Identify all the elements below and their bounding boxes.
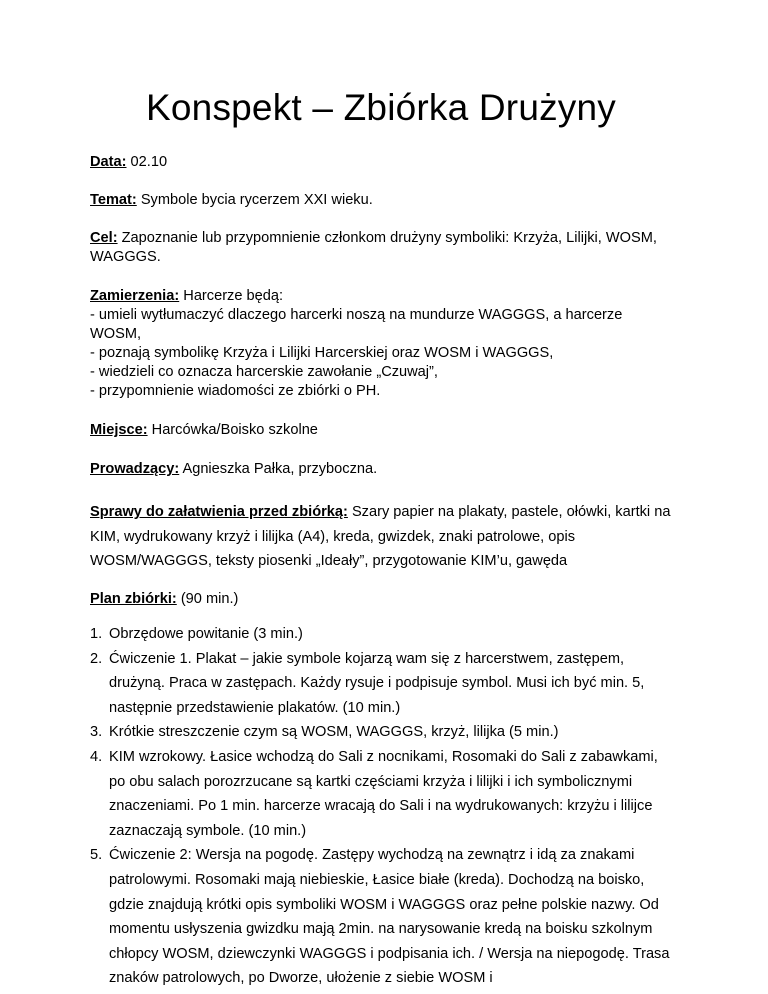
plan-item-text: Krótkie streszczenie czym są WOSM, WAGGGS, krzyż, lilijka (5 min.) — [109, 724, 559, 741]
objectives-section — [90, 287, 672, 401]
objective-item: - umieli wytłumaczyć dlaczego harcerki noszą na mundurze WAGGGS, a harcerze WOSM, — [90, 307, 623, 342]
plan-item-number: 2. — [90, 650, 103, 667]
preparations-field — [90, 500, 672, 574]
date-label: Data: — [90, 154, 127, 170]
plan-item-number: 4. — [90, 748, 103, 765]
plan-item-text: Obrzędowe powitanie (3 min.) — [109, 626, 303, 642]
preparations-value: Szary papier na plakaty, pastele, ołówki, kartki na KIM, wydrukowany krzyż i lilijka (A4), kreda, gwizdek, znaki patrolowe, opis WOSM/WAGGGS, teksty piosenki „Ideały”, przygotowanie KIM’u, gawęda — [90, 504, 671, 569]
plan-item-number: 5. — [90, 847, 103, 864]
plan-item-text: Ćwiczenie 1. Plakat – jakie symbole kojarzą wam się z harcerstwem, zastępem, drużyną. Praca w zastępach. Każdy rysuje i podpisuje symbol. Musi ich być min. 5, następnie przedstawienie plakatów. (10 min.) — [109, 650, 645, 716]
leader-value: Agnieszka Pałka, przyboczna. — [179, 461, 378, 477]
plan-item-text: Ćwiczenie 2: Wersja na pogodę. Zastępy wychodzą na zewnątrz i idą za znakami patrolowymi. Rosomaki mają niebieskie, Łasice białe (kreda). Dochodzą na boisko, gdzie znajdują krótki opis symboliki WOSM i WAGGGS oraz pełne polskie nazwy. Od momentu usłyszenia gwizdku mają 2min. na narysowanie kredą na boisku szkolnym chłopcy WOSM, dziewczynki WAGGGS i podpisania ich. / Wersja na niepogodę. Trasa znaków patrolowych, po Dworze, ułożenie z siebie WOSM i — [109, 847, 670, 987]
plan-item — [90, 843, 672, 991]
leader-field — [90, 460, 672, 479]
date-field — [90, 153, 672, 172]
plan-label: Plan zbiórki: — [90, 590, 177, 607]
plan-item — [90, 720, 672, 745]
leader-label: Prowadzący: — [90, 461, 180, 477]
plan-field — [90, 587, 672, 612]
topic-label: Temat: — [90, 192, 137, 208]
objectives-intro: Harcerze będą: — [179, 288, 284, 304]
objective-item: - przypomnienie wiadomości ze zbiórki o PH. — [90, 383, 381, 399]
document-title: Konspekt – Zbiórka Drużyny — [146, 87, 616, 128]
objective-item: - poznają symbolikę Krzyża i Lilijki Harcerskiej oraz WOSM i WAGGGS, — [90, 345, 554, 361]
goal-field — [90, 229, 672, 267]
plan-item — [90, 647, 672, 721]
goal-value: Zapoznanie lub przypomnienie członkom drużyny symboliki: Krzyża, Lilijki, WOSM, WAGGGS. — [90, 230, 657, 265]
goal-label: Cel: — [90, 230, 118, 246]
plan-item-number: 3. — [90, 724, 103, 741]
preparations-label: Sprawy do załatwienia przed zbiórką: — [90, 504, 348, 520]
place-label: Miejsce: — [90, 422, 148, 438]
plan-item — [90, 622, 672, 647]
plan-item — [90, 745, 672, 843]
place-field — [90, 421, 672, 440]
objectives-label: Zamierzenia: — [90, 288, 180, 304]
topic-field — [90, 191, 672, 210]
topic-value: Symbole bycia rycerzem XXI wieku. — [136, 192, 373, 208]
plan-item-text: KIM wzrokowy. Łasice wchodzą do Sali z nocnikami, Rosomaki do Sali z zabawkami, po obu salach porozrzucane są kartki częściami krzyża i lilijki i ich symbolicznymi znaczeniami. Po 1 min. harcerze wracają do Sali i na wydrukowanych: krzyżu i lilijce zaznaczają symbole. (10 min.) — [109, 748, 658, 839]
plan-item-number: 1. — [90, 626, 103, 642]
plan-duration: (90 min.) — [176, 590, 239, 607]
objective-item: - wiedzieli co oznacza harcerskie zawołanie „Czuwaj”, — [90, 364, 438, 380]
date-value: 02.10 — [126, 154, 168, 170]
plan-list — [90, 622, 672, 991]
objectives-heading — [90, 287, 672, 306]
place-value: Harcówka/Boisko szkolne — [147, 422, 318, 438]
